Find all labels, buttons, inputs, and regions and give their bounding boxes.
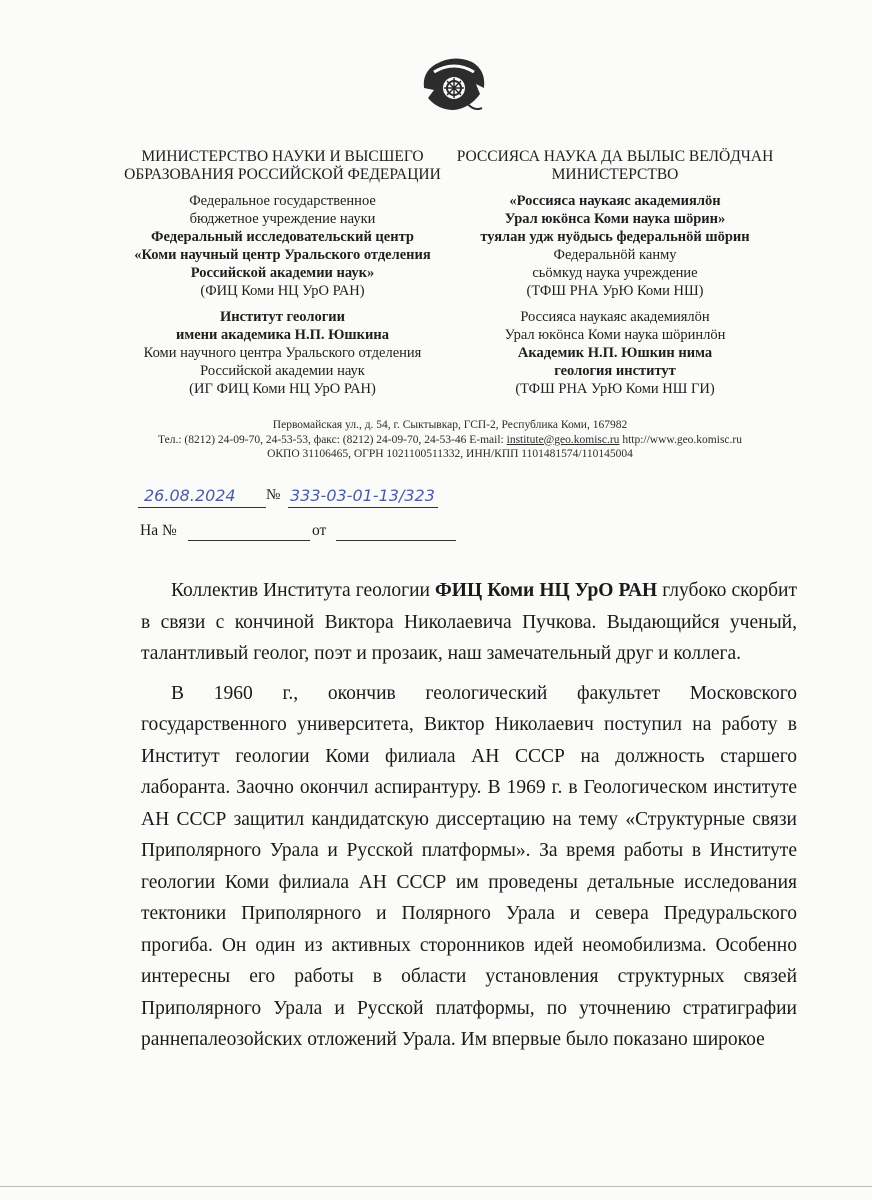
website-link[interactable]: http://www.geo.komisc.ru bbox=[619, 433, 742, 446]
incoming-reference bbox=[140, 522, 460, 546]
address-line: Первомайская ул., д. 54, г. Сыктывкар, ГСП-2, Республика Коми, 167982 bbox=[272, 419, 628, 431]
right-header-line-1: «Россияса наукаяс академиялöн bbox=[509, 193, 721, 209]
left-header-line-6: (ФИЦ Коми НЦ УрО РАН) bbox=[200, 283, 365, 299]
emblem-logo bbox=[414, 50, 494, 120]
ref-label: На № bbox=[140, 522, 177, 539]
ministry-title-ru: МИНИСТЕРСТВО НАУКИ И ВЫСШЕГО ОБРАЗОВАНИЯ РОССИЙСКОЙ ФЕДЕРАЦИИ bbox=[124, 148, 441, 183]
left-header-line-5: Российской академии наук» bbox=[190, 265, 375, 281]
left-header-line-8: имени академика Н.П. Юшкина bbox=[176, 327, 389, 343]
paragraph-2: В 1960 г., окончив геологический факультет Московского государственного университета, Виктор Николаевич поступил на работу в Институт геологии Коми филиала АН СССР на должность старшего лаборанта. Заочно окончил аспирантуру. В 1969 г. в Геологическом институте АН СССР защитил кандидатскую диссертацию на тему «Структурные связи Приполярного Урала и Русской платформы». За время работы в Институте геологии Коми филиала АН СССР им проведены детальные исследования тектоники Приполярного и Полярного Урала и севера Предуральского прогиба. Он один из активных сторонников идей неомобилизма. Особенно интересны его работы в области установления структурных связей Приполярного Урала и Русской платформы, по уточнению стратиграфии раннепалеозойских отложений Урала. Им впервые было показано широкое bbox=[141, 682, 797, 1050]
contacts-line bbox=[100, 433, 800, 448]
paragraph-1-start: Коллектив Института геологии bbox=[171, 580, 436, 601]
handwritten-date: 26.08.2024 bbox=[144, 486, 236, 505]
left-header-block bbox=[110, 148, 455, 398]
left-header-line-4: «Коми научный центр Уральского отделения bbox=[134, 247, 431, 263]
right-header-line-9: Академик Н.П. Юшкин нима bbox=[517, 345, 713, 361]
left-header-line-2: бюджетное учреждение науки bbox=[189, 211, 376, 227]
left-header-line-7: Институт геологии bbox=[219, 309, 346, 325]
left-header-line-1: Федеральное государственное bbox=[189, 193, 376, 209]
outgoing-registration bbox=[138, 486, 468, 512]
email-link[interactable]: institute@geo.komisc.ru bbox=[506, 433, 620, 446]
right-header-line-4: Федеральнöй канму bbox=[553, 247, 677, 263]
paragraph-1-org: ФИЦ Коми НЦ УрО РАН bbox=[435, 580, 658, 601]
letter-body bbox=[141, 575, 797, 1064]
paragraph-1 bbox=[141, 575, 797, 670]
address-block bbox=[100, 418, 800, 462]
left-header-line-10: Российской академии наук bbox=[200, 363, 365, 379]
left-header-line-11: (ИГ ФИЦ Коми НЦ УрО РАН) bbox=[189, 381, 376, 397]
right-header-line-5: сьöмкуд наука учреждение bbox=[532, 265, 698, 281]
right-header-line-11: (ТФШ РНА УрЮ Коми НШ ГИ) bbox=[515, 381, 715, 397]
paragraph-1-rest: глубоко скорбит в связи с кончиной Виктора Николаевича Пучкова. Выдающийся ученый, талантливый геолог, поэт и прозаик, наш замечательный друг и коллега. bbox=[141, 580, 798, 664]
number-label: № bbox=[266, 487, 281, 503]
right-header-line-8: Урал юкöнса Коми наука шöринлöн bbox=[504, 327, 726, 343]
contacts-phones: Тел.: (8212) 24-09-70, 24-53-53, факс: (8212) 24-09-70, 24-53-46 E-mail: bbox=[158, 433, 507, 446]
right-header-line-6: (ТФШ РНА УрЮ Коми НШ) bbox=[526, 283, 704, 299]
right-header-line-2: Урал юкöнса Коми наука шöрин» bbox=[504, 211, 726, 227]
right-header-line-7: Россияса наукаяс академиялöн bbox=[520, 309, 710, 325]
left-header-line-9: Коми научного центра Уральского отделения bbox=[143, 345, 422, 361]
left-header-line-3: Федеральный исследовательский центр bbox=[151, 229, 414, 245]
ministry-title-komi-2: МИНИСТЕРСТВО bbox=[551, 166, 679, 183]
komi-science-center-emblem-icon bbox=[414, 50, 494, 120]
right-header-line-10: геология институт bbox=[554, 363, 676, 379]
registry-codes-line: ОКПО 31106465, ОГРН 1021100511332, ИНН/КПП 1101481574/110145004 bbox=[267, 448, 633, 460]
handwritten-number: 333-03-01-13/323 bbox=[290, 486, 435, 505]
from-label: от bbox=[312, 522, 327, 539]
page-edge-line bbox=[0, 1186, 872, 1189]
ministry-title-komi-1: РОССИЯСА НАУКА ДА ВЫЛЫС ВЕЛÖДЧАН bbox=[456, 148, 774, 165]
right-header-block bbox=[445, 148, 785, 398]
right-header-line-3: туялан удж нуöдысь федеральнöй шöрин bbox=[480, 229, 750, 245]
